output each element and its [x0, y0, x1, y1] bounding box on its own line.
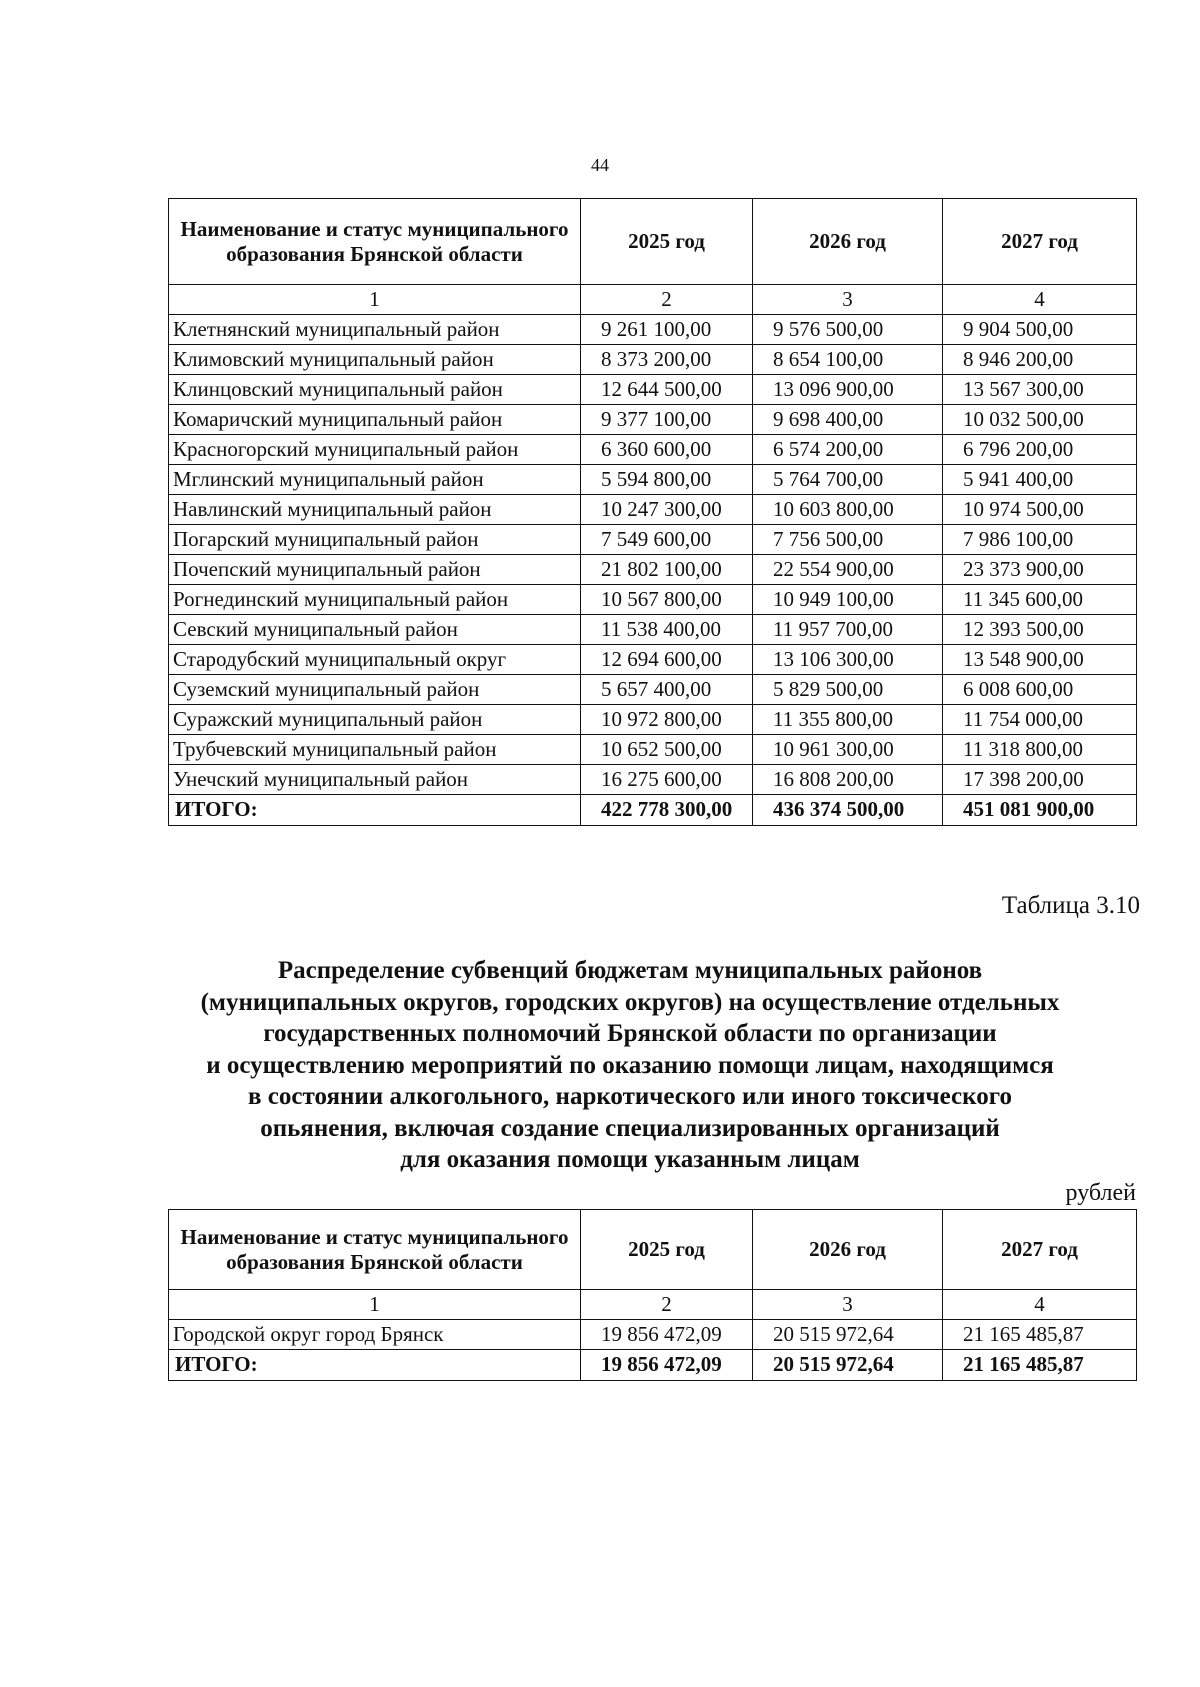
amount-2025: 5 594 800,00: [581, 465, 753, 495]
total-2025: 19 856 472,09: [581, 1350, 753, 1381]
column-index: 1: [169, 285, 581, 315]
municipality-name: Севский муниципальный район: [169, 615, 581, 645]
municipality-name: Суземский муниципальный район: [169, 675, 581, 705]
column-index: 3: [753, 1290, 943, 1320]
table-row: [169, 585, 1137, 615]
municipality-name: Климовский муниципальный район: [169, 345, 581, 375]
amount-2027: 5 941 400,00: [943, 465, 1137, 495]
header-name: Наименование и статус муниципального образования Брянской области: [169, 1210, 581, 1290]
amount-2027: 11 318 800,00: [943, 735, 1137, 765]
amount-2025: 9 261 100,00: [581, 315, 753, 345]
total-label: ИТОГО:: [169, 1350, 581, 1381]
title-line: опьянения, включая создание специализированных организаций: [260, 1114, 1000, 1142]
municipality-name: Почепский муниципальный район: [169, 555, 581, 585]
amount-2026: 8 654 100,00: [753, 345, 943, 375]
amount-2026: 10 961 300,00: [753, 735, 943, 765]
amount-2026: 9 698 400,00: [753, 405, 943, 435]
subvention-table-2: [168, 1209, 1137, 1381]
amount-2025: 21 802 100,00: [581, 555, 753, 585]
total-2026: 436 374 500,00: [753, 795, 943, 826]
municipality-name: Клинцовский муниципальный район: [169, 375, 581, 405]
table-row: [169, 555, 1137, 585]
municipality-name: Красногорский муниципальный район: [169, 435, 581, 465]
amount-2027: 10 974 500,00: [943, 495, 1137, 525]
column-index: 4: [943, 1290, 1137, 1320]
amount-2026: 10 949 100,00: [753, 585, 943, 615]
amount-2027: 10 032 500,00: [943, 405, 1137, 435]
table-row: [169, 465, 1137, 495]
amount-2027: 21 165 485,87: [943, 1320, 1137, 1350]
table-body: [169, 1290, 1137, 1381]
amount-2027: 13 548 900,00: [943, 645, 1137, 675]
amount-2025: 10 567 800,00: [581, 585, 753, 615]
page-number: 44: [591, 155, 609, 175]
amount-2025: 10 972 800,00: [581, 705, 753, 735]
municipality-name: Клетнянский муниципальный район: [169, 315, 581, 345]
title-line: в состоянии алкогольного, наркотического или иного токсического: [248, 1083, 1012, 1110]
amount-2027: 9 904 500,00: [943, 315, 1137, 345]
amount-2026: 20 515 972,64: [753, 1320, 943, 1350]
subvention-table-1: [168, 198, 1137, 826]
amount-2025: 10 652 500,00: [581, 735, 753, 765]
municipality-name: Рогнединский муниципальный район: [169, 585, 581, 615]
total-2027: 21 165 485,87: [943, 1350, 1137, 1381]
municipality-name: Навлинский муниципальный район: [169, 495, 581, 525]
table-row: [169, 1320, 1137, 1350]
header-2026: 2026 год: [753, 1210, 943, 1290]
table-row: [169, 675, 1137, 705]
amount-2025: 10 247 300,00: [581, 495, 753, 525]
municipality-name: Городской округ город Брянск: [169, 1320, 581, 1350]
amount-2027: 13 567 300,00: [943, 375, 1137, 405]
amount-2025: 5 657 400,00: [581, 675, 753, 705]
amount-2026: 6 574 200,00: [753, 435, 943, 465]
municipality-name: Погарский муниципальный район: [169, 525, 581, 555]
header-name: Наименование и статус муниципального образования Брянской области: [169, 199, 581, 285]
table-row: [169, 315, 1137, 345]
amount-2026: 16 808 200,00: [753, 765, 943, 795]
table-row: [169, 765, 1137, 795]
total-row: [169, 795, 1137, 826]
amount-2027: 23 373 900,00: [943, 555, 1137, 585]
amount-2026: 5 829 500,00: [753, 675, 943, 705]
amount-2027: 11 754 000,00: [943, 705, 1137, 735]
amount-2027: 17 398 200,00: [943, 765, 1137, 795]
table-row: [169, 375, 1137, 405]
amount-2026: 11 355 800,00: [753, 705, 943, 735]
amount-2026: 13 096 900,00: [753, 375, 943, 405]
amount-2025: 6 360 600,00: [581, 435, 753, 465]
amount-2027: 6 796 200,00: [943, 435, 1137, 465]
table-row: [169, 645, 1137, 675]
table-row: [169, 615, 1137, 645]
amount-2025: 12 694 600,00: [581, 645, 753, 675]
total-2025: 422 778 300,00: [581, 795, 753, 826]
column-index-row: [169, 285, 1137, 315]
title-line: Распределение субвенций бюджетам муниципальных районов: [277, 957, 983, 984]
amount-2025: 11 538 400,00: [581, 615, 753, 645]
amount-2027: 12 393 500,00: [943, 615, 1137, 645]
total-2027: 451 081 900,00: [943, 795, 1137, 826]
amount-2027: 8 946 200,00: [943, 345, 1137, 375]
column-index: 2: [581, 285, 753, 315]
table-row: [169, 435, 1137, 465]
amount-2027: 11 345 600,00: [943, 585, 1137, 615]
units-label: рублей: [1065, 1180, 1136, 1206]
amount-2025: 16 275 600,00: [581, 765, 753, 795]
amount-2026: 22 554 900,00: [753, 555, 943, 585]
amount-2025: 7 549 600,00: [581, 525, 753, 555]
column-index-row: [169, 1290, 1137, 1320]
municipality-name: Суражский муниципальный район: [169, 705, 581, 735]
amount-2025: 12 644 500,00: [581, 375, 753, 405]
title-line: (муниципальных округов, городских округов) на осуществление отдельных: [200, 988, 1060, 1016]
amount-2026: 10 603 800,00: [753, 495, 943, 525]
table-row: [169, 705, 1137, 735]
amount-2025: 9 377 100,00: [581, 405, 753, 435]
total-row: [169, 1350, 1137, 1381]
table-row: [169, 525, 1137, 555]
municipality-name: Комаричский муниципальный район: [169, 405, 581, 435]
column-index: 2: [581, 1290, 753, 1320]
table-row: [169, 735, 1137, 765]
amount-2025: 19 856 472,09: [581, 1320, 753, 1350]
total-2026: 20 515 972,64: [753, 1350, 943, 1381]
table-label: Таблица 3.10: [1001, 892, 1140, 919]
municipality-name: Мглинский муниципальный район: [169, 465, 581, 495]
municipality-name: Унечский муниципальный район: [169, 765, 581, 795]
municipality-name: Стародубский муниципальный округ: [169, 645, 581, 675]
municipality-name: Трубчевский муниципальный район: [169, 735, 581, 765]
table-body: [169, 285, 1137, 826]
amount-2027: 7 986 100,00: [943, 525, 1137, 555]
amount-2026: 7 756 500,00: [753, 525, 943, 555]
header-2025: 2025 год: [581, 1210, 753, 1290]
total-label: ИТОГО:: [169, 795, 581, 826]
table-title: [140, 955, 1120, 1176]
header-2025: 2025 год: [581, 199, 753, 285]
table-row: [169, 405, 1137, 435]
amount-2026: 13 106 300,00: [753, 645, 943, 675]
amount-2026: 9 576 500,00: [753, 315, 943, 345]
title-line: и осуществлению мероприятий по оказанию помощи лицам, находящимся: [206, 1051, 1054, 1079]
header-2027: 2027 год: [943, 1210, 1137, 1290]
amount-2026: 5 764 700,00: [753, 465, 943, 495]
column-index: 3: [753, 285, 943, 315]
amount-2027: 6 008 600,00: [943, 675, 1137, 705]
column-index: 4: [943, 285, 1137, 315]
title-line: для оказания помощи указанным лицам: [400, 1146, 860, 1173]
amount-2025: 8 373 200,00: [581, 345, 753, 375]
header-2026: 2026 год: [753, 199, 943, 285]
table-row: [169, 495, 1137, 525]
amount-2026: 11 957 700,00: [753, 615, 943, 645]
header-2027: 2027 год: [943, 199, 1137, 285]
column-index: 1: [169, 1290, 581, 1320]
title-line: государственных полномочий Брянской области по организации: [263, 1020, 997, 1047]
table-row: [169, 345, 1137, 375]
